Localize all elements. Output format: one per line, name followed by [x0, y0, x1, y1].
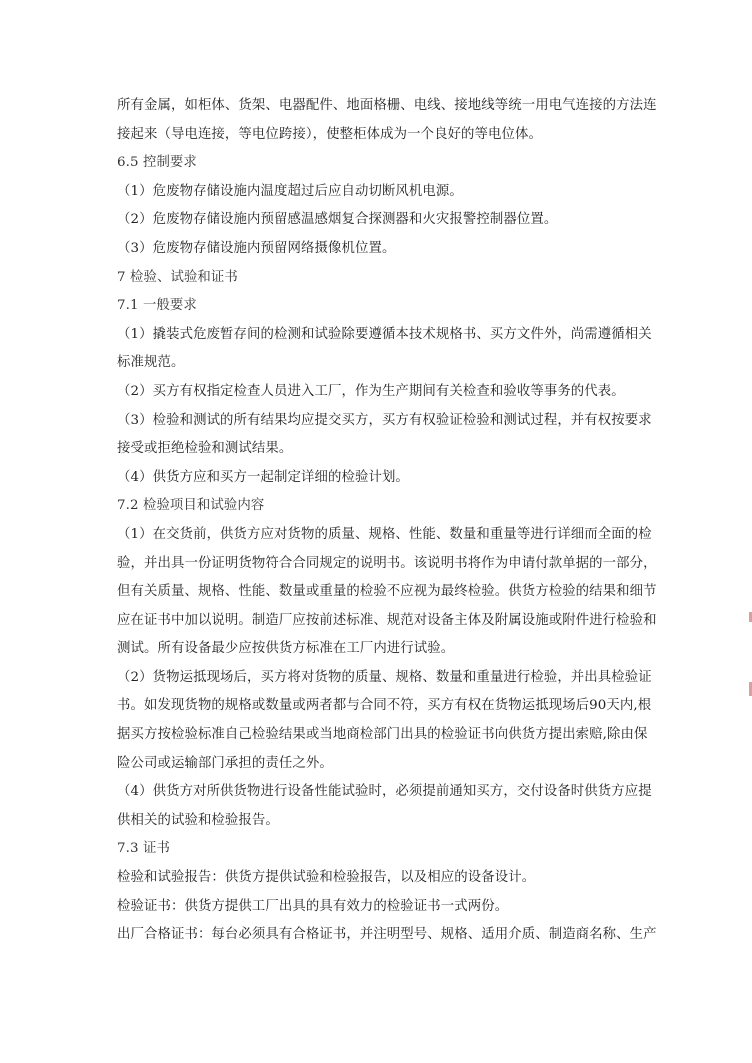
section-heading: 7 检验、试验和证书: [117, 269, 238, 285]
paragraph-line: 出厂合格证书：每台必须具有合格证书，并注明型号、规格、适用介质、制造商名称、生产: [117, 927, 657, 943]
document-body: [117, 92, 657, 950]
list-item: （2）货物运抵现场后，买方将对货物的质量、规格、数量和重量进行检验，并出具检验证: [117, 669, 652, 685]
paragraph-line: 供相关的试验和检验报告。: [117, 812, 279, 828]
list-item: （1）在交货前，供货方应对货物的质量、规格、性能、数量和重量等进行详细而全面的检: [117, 526, 652, 542]
section-heading: 6.5 控制要求: [117, 155, 197, 171]
paragraph-line: 接起来（导电连接，等电位跨接），使整柜体成为一个良好的等电位体。: [117, 126, 542, 142]
paragraph-line: 但有关质量、规格、性能、数量或重量的检验不应视为最终检验。供货方检验的结果和细节: [117, 584, 657, 600]
list-item: （4）供货方应和买方一起制定详细的检验计划。: [117, 469, 409, 485]
list-item: （3）检验和测试的所有结果均应提交买方，买方有权验证检验和测试过程，并有权按要求: [117, 412, 652, 428]
paragraph-line: 险公司或运输部门承担的责任之外。: [117, 755, 333, 771]
paragraph-line: 接受或拒绝检验和测试结果。: [117, 441, 293, 457]
list-item: （1）危废物存储设施内温度超过后应自动切断风机电源。: [117, 183, 463, 199]
paragraph-line: 书。如发现货物的规格或数量或两者都与合同不符，买方有权在货物运抵现场后90天内,根: [117, 698, 652, 714]
paragraph-line: 应在证书中加以说明。制造厂应按前述标准、规范对设备主体及附属设施或附件进行检验和: [117, 612, 657, 628]
section-heading: 7.3 证书: [117, 841, 170, 857]
list-item: （1）撬装式危废暂存间的检测和试验除要遵循本技术规格书、买方文件外，尚需遵循相关: [117, 326, 652, 342]
list-item: （2）买方有权指定检查人员进入工厂，作为生产期间有关检查和验收等事务的代表。: [117, 383, 625, 399]
list-item: （3）危废物存储设施内预留网络摄像机位置。: [117, 240, 396, 256]
section-heading: 7.2 检验项目和试验内容: [117, 498, 265, 514]
paragraph-line: 标准规范。: [117, 355, 185, 371]
paragraph-line: 检验证书：供货方提供工厂出具的具有效力的检验证书一式两份。: [117, 898, 509, 914]
paragraph-line: 所有金属，如柜体、货架、电器配件、地面格栅、电线、接地线等统一用电气连接的方法连: [117, 98, 657, 113]
paragraph-line: 据买方按检验标准自己检验结果或当地商检部门出具的检验证书向供货方提出索赔,除由保: [117, 727, 648, 743]
paragraph-line: 测试。所有设备最少应按供货方标准在工厂内进行试验。: [117, 641, 455, 657]
section-heading: 7.1 一般要求: [117, 298, 197, 314]
paragraph-line: 验，并出具一份证明货物符合合同规定的说明书。该说明书将作为申请付款单据的一部分，: [117, 555, 657, 571]
paragraph-line: 检验和试验报告：供货方提供试验和检验报告，以及相应的设备设计。: [117, 870, 536, 886]
list-item: （2）危废物存储设施内预留感温感烟复合探测器和火灾报警控制器位置。: [117, 212, 558, 228]
list-item: （4）供货方对所供货物进行设备性能试验时，必须提前通知买方，交付设备时供货方应提: [117, 784, 652, 800]
